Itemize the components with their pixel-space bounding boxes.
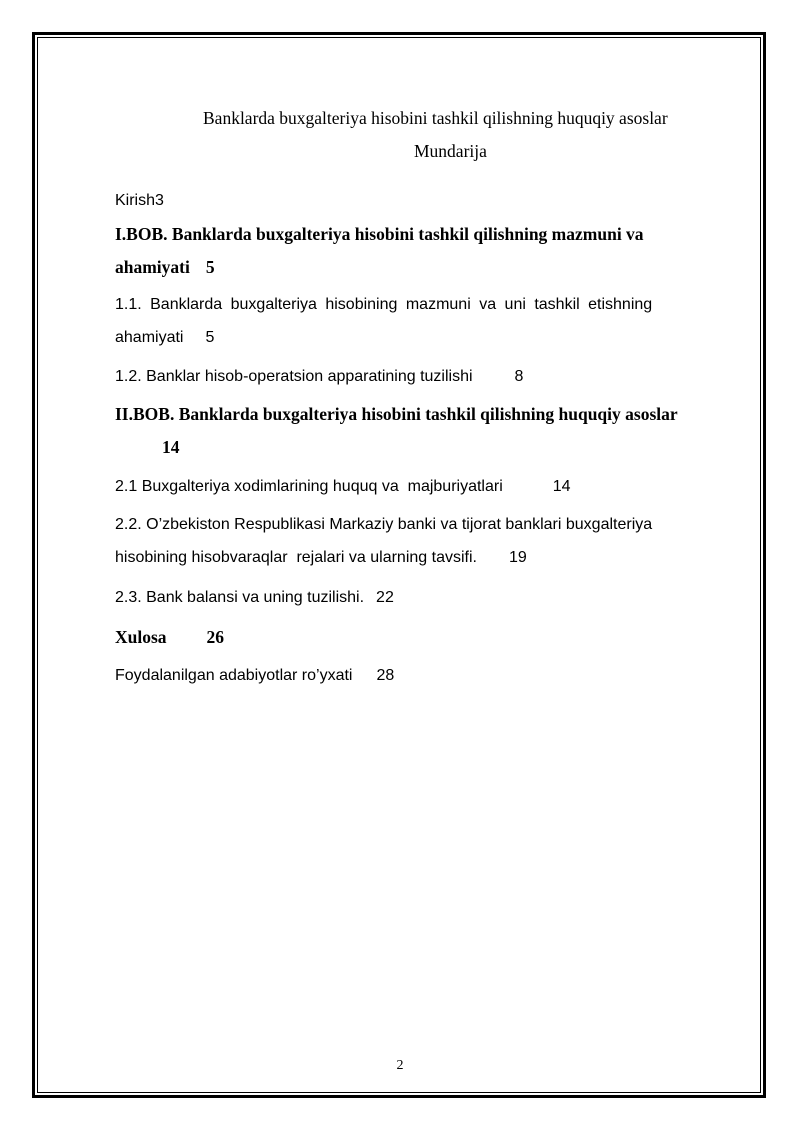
toc-entry-section-1-1[interactable] bbox=[115, 296, 652, 314]
toc-entry-label: Xulosa bbox=[115, 627, 167, 647]
toc-entry-label: Foydalanilgan adabiyotlar ro’yxati bbox=[115, 667, 353, 684]
toc-entry-label: II.BOB. Banklarda buxgalteriya hisobini tashkil qilishning huquqiy asoslar bbox=[115, 404, 678, 424]
toc-entry-label: hisobining hisobvaraqlar rejalari va ularning tavsifi. bbox=[115, 549, 477, 566]
toc-entry-references[interactable] bbox=[115, 667, 394, 685]
toc-entry-page: 3 bbox=[155, 192, 164, 209]
toc-entry-label: Kirish bbox=[115, 192, 156, 209]
toc-entry-section-2-2-cont[interactable] bbox=[115, 549, 527, 567]
toc-entry-page: 14 bbox=[162, 437, 180, 457]
toc-entry-label: 2.1 Buxgalteriya xodimlarining huquq va majburiyatlari bbox=[115, 478, 503, 495]
toc-entry-chapter-2-page[interactable] bbox=[162, 437, 180, 458]
toc-entry-page: 14 bbox=[552, 478, 571, 495]
toc-entry-page: 26 bbox=[206, 627, 225, 647]
toc-entry-chapter-1[interactable] bbox=[115, 224, 644, 245]
toc-entry-chapter-2[interactable] bbox=[115, 404, 678, 425]
toc-entry-page: 5 bbox=[205, 257, 215, 277]
toc-entry-section-2-2[interactable] bbox=[115, 516, 652, 534]
toc-entry-intro[interactable] bbox=[115, 192, 164, 210]
toc-entry-section-1-1-cont[interactable] bbox=[115, 329, 214, 347]
toc-entry-page: 28 bbox=[376, 667, 395, 684]
toc-entry-label: I.BOB. Banklarda buxgalteriya hisobini tashkil qilishning mazmuni va bbox=[115, 224, 644, 244]
toc-entry-conclusion[interactable] bbox=[115, 627, 224, 648]
toc-entry-section-2-1[interactable] bbox=[115, 478, 571, 496]
toc-entry-label: 1.1. Banklarda buxgalteriya hisobining mazmuni va uni tashkil etishning bbox=[115, 296, 653, 313]
toc-entry-section-2-3[interactable] bbox=[115, 589, 394, 607]
toc-entry-section-1-2[interactable] bbox=[115, 368, 523, 386]
toc-entry-page: 5 bbox=[205, 329, 215, 346]
toc-entry-label: ahamiyati bbox=[115, 257, 190, 277]
toc-entry-page: 8 bbox=[514, 368, 524, 385]
toc-entry-label: 2.3. Bank balansi va uning tuzilishi. bbox=[115, 589, 365, 606]
toc-entry-label: 1.2. Banklar hisob-operatsion apparatining tuzilishi bbox=[115, 368, 473, 385]
toc-entry-page: 19 bbox=[508, 549, 527, 566]
toc-heading: Mundarija bbox=[414, 141, 487, 161]
toc-entry-label: ahamiyati bbox=[115, 329, 184, 346]
toc-entry-chapter-1-cont[interactable] bbox=[115, 257, 215, 278]
toc-entry-page: 22 bbox=[376, 589, 394, 606]
toc-entry-label: 2.2. O’zbekiston Respublikasi Markaziy banki va tijorat banklari buxgalteriya bbox=[115, 516, 653, 533]
page-number: 2 bbox=[396, 1058, 404, 1073]
document-title: Banklarda buxgalteriya hisobini tashkil qilishning huquqiy asoslar bbox=[203, 108, 668, 128]
